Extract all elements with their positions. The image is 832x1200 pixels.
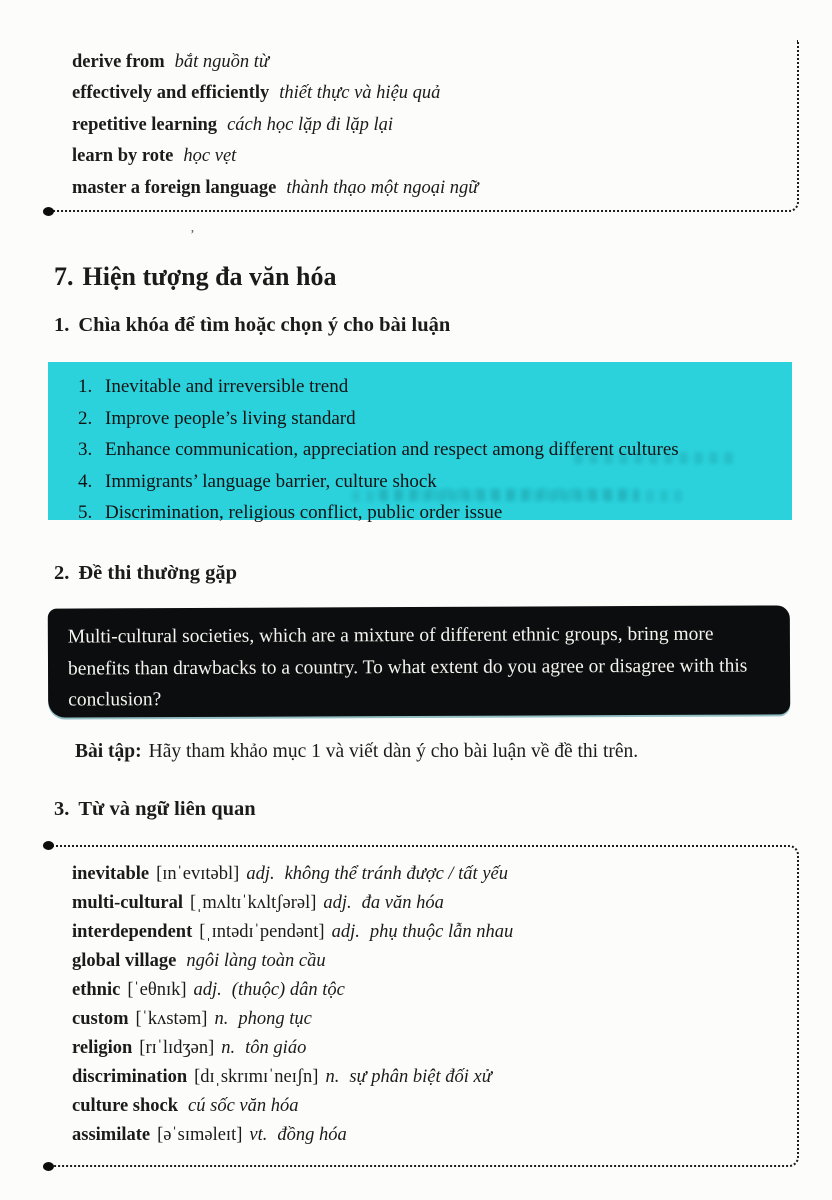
subsection-2-heading	[54, 562, 237, 585]
subsection-3-heading	[54, 798, 256, 821]
vocab-ipa: [rɪˈlɪdʒən]	[139, 1038, 215, 1058]
subsection-title: Chìa khóa để tìm hoặc chọn ý cho bài luận	[78, 314, 451, 336]
vocab-entry	[72, 47, 478, 78]
subsection-number: 3.	[54, 798, 70, 820]
vocab-term: ethnic	[72, 980, 121, 1000]
vocab-entry	[72, 141, 478, 172]
vocab-pos: n.	[214, 1009, 229, 1029]
vocab-entry	[72, 173, 478, 204]
vocab-ipa: [dɪˌskrɪmɪˈneɪʃn]	[194, 1067, 319, 1087]
vocab-entry	[72, 947, 513, 976]
vocab-translation: ngôi làng toàn cầu	[186, 951, 326, 971]
key-point-row	[48, 371, 792, 403]
vocab-translation: bắt nguồn từ	[174, 52, 270, 72]
vocab-term: discrimination	[72, 1067, 188, 1087]
vocab-entry	[72, 1034, 513, 1063]
essay-prompt-text: Multi-cultural societies, which are a mixture of different ethnic groups, bring more benefits than drawbacks to a country. To what extent do you agree or disagree with this conclusion?	[67, 623, 748, 711]
subsection-1-heading	[54, 314, 450, 337]
vocab-entry	[72, 1005, 513, 1034]
vocab-translation: đa văn hóa	[361, 893, 444, 913]
vocab-pos: adj.	[323, 893, 352, 913]
dotted-line-bullet	[43, 1162, 54, 1171]
vocab-entry	[72, 976, 513, 1005]
vocab-term: repetitive learning	[72, 114, 218, 135]
vocab-entry	[72, 1092, 513, 1121]
vocab-term: interdependent	[72, 922, 193, 942]
point-number: 2.	[78, 407, 93, 429]
section-number: 7.	[54, 262, 74, 291]
key-point-row	[48, 466, 792, 498]
vocab-entry	[72, 918, 513, 947]
vocab-list-bottom	[72, 860, 513, 1150]
vocab-ipa: [ˈeθnɪk]	[127, 980, 187, 1000]
key-point-row	[48, 403, 792, 435]
vocab-ipa: [ˌmʌltɪˈkʌltʃərəl]	[190, 893, 317, 913]
vocab-entry	[72, 1121, 513, 1150]
vocab-term: inevitable	[72, 864, 150, 884]
vocab-translation: (thuộc) dân tộc	[231, 980, 345, 1000]
point-text: Improve people’s living standard	[105, 407, 356, 429]
vocab-term: culture shock	[72, 1096, 179, 1116]
vocab-translation: sự phân biệt đối xử	[349, 1067, 492, 1087]
exercise-text: Hãy tham khảo mục 1 và viết dàn ý cho bài luận về đề thi trên.	[148, 741, 639, 762]
point-text: Enhance communication, appreciation and respect among different cultures	[105, 439, 679, 461]
vocab-translation: học vẹt	[183, 146, 237, 167]
vocab-translation: tôn giáo	[245, 1038, 307, 1058]
vocab-entry	[72, 110, 478, 141]
exercise-label: Bài tập:	[75, 741, 142, 762]
vocab-term: effectively and efficiently	[72, 83, 270, 104]
vocab-list-top	[72, 47, 478, 204]
vocab-term: custom	[72, 1009, 129, 1029]
vocab-entry	[72, 1063, 513, 1092]
vocab-entry	[72, 860, 513, 889]
point-number: 1.	[78, 376, 93, 397]
vocab-ipa: [ˈkʌstəm]	[135, 1009, 208, 1029]
vocab-translation: thành thạo một ngoại ngữ	[286, 177, 479, 198]
vocab-translation: đồng hóa	[277, 1125, 347, 1145]
vocab-pos: n.	[221, 1038, 236, 1058]
vocab-term: master a foreign language	[72, 177, 277, 198]
vocab-term: learn by rote	[72, 146, 174, 167]
section-title: Hiện tượng đa văn hóa	[82, 262, 337, 291]
point-text: Discrimination, religious conflict, public order issue	[105, 502, 503, 524]
point-number: 5.	[78, 502, 93, 524]
vocab-pos: n.	[325, 1067, 340, 1087]
vocab-term: global village	[72, 951, 177, 971]
vocab-translation: cách học lặp đi lặp lại	[227, 114, 394, 135]
subsection-number: 1.	[54, 314, 70, 336]
vocab-term: religion	[72, 1038, 133, 1058]
vocab-translation: phụ thuộc lẫn nhau	[369, 922, 514, 942]
vocab-pos: adj.	[246, 864, 275, 884]
essay-prompt-box	[48, 605, 790, 717]
vocab-translation: cú sốc văn hóa	[188, 1096, 299, 1116]
key-points-box	[48, 362, 792, 524]
vocab-term: assimilate	[72, 1125, 151, 1145]
vocab-term: multi-cultural	[72, 893, 183, 913]
exercise-line	[75, 741, 638, 763]
point-text: Inevitable and irreversible trend	[105, 376, 349, 397]
ink-speck: ’	[190, 228, 195, 243]
point-number: 4.	[78, 470, 93, 492]
section-heading	[54, 262, 336, 292]
vocab-translation: không thể tránh được / tất yếu	[284, 864, 508, 884]
vocab-ipa: [ˌɪntədɪˈpendənt]	[199, 922, 325, 942]
point-text: Immigrants’ language barrier, culture shock	[105, 470, 437, 492]
vocab-pos: vt.	[249, 1125, 268, 1145]
key-point-row	[48, 434, 792, 466]
vocab-ipa: [ɪnˈevɪtəbl]	[156, 864, 240, 884]
dotted-line-bullet	[43, 207, 54, 216]
subsection-title: Từ và ngữ liên quan	[78, 798, 256, 820]
key-point-row	[48, 497, 792, 529]
point-number: 3.	[78, 439, 93, 461]
subsection-number: 2.	[54, 562, 70, 584]
vocab-entry	[72, 78, 478, 109]
vocab-pos: adj.	[331, 922, 360, 942]
vocab-entry	[72, 889, 513, 918]
vocab-translation: thiết thực và hiệu quả	[279, 83, 441, 104]
subsection-title: Đề thi thường gặp	[78, 562, 238, 584]
vocab-term: derive from	[72, 52, 165, 72]
vocab-pos: adj.	[193, 980, 222, 1000]
vocab-ipa: [əˈsɪməleɪt]	[157, 1125, 243, 1145]
dotted-line-bullet	[43, 841, 54, 850]
vocab-translation: phong tục	[238, 1009, 312, 1029]
